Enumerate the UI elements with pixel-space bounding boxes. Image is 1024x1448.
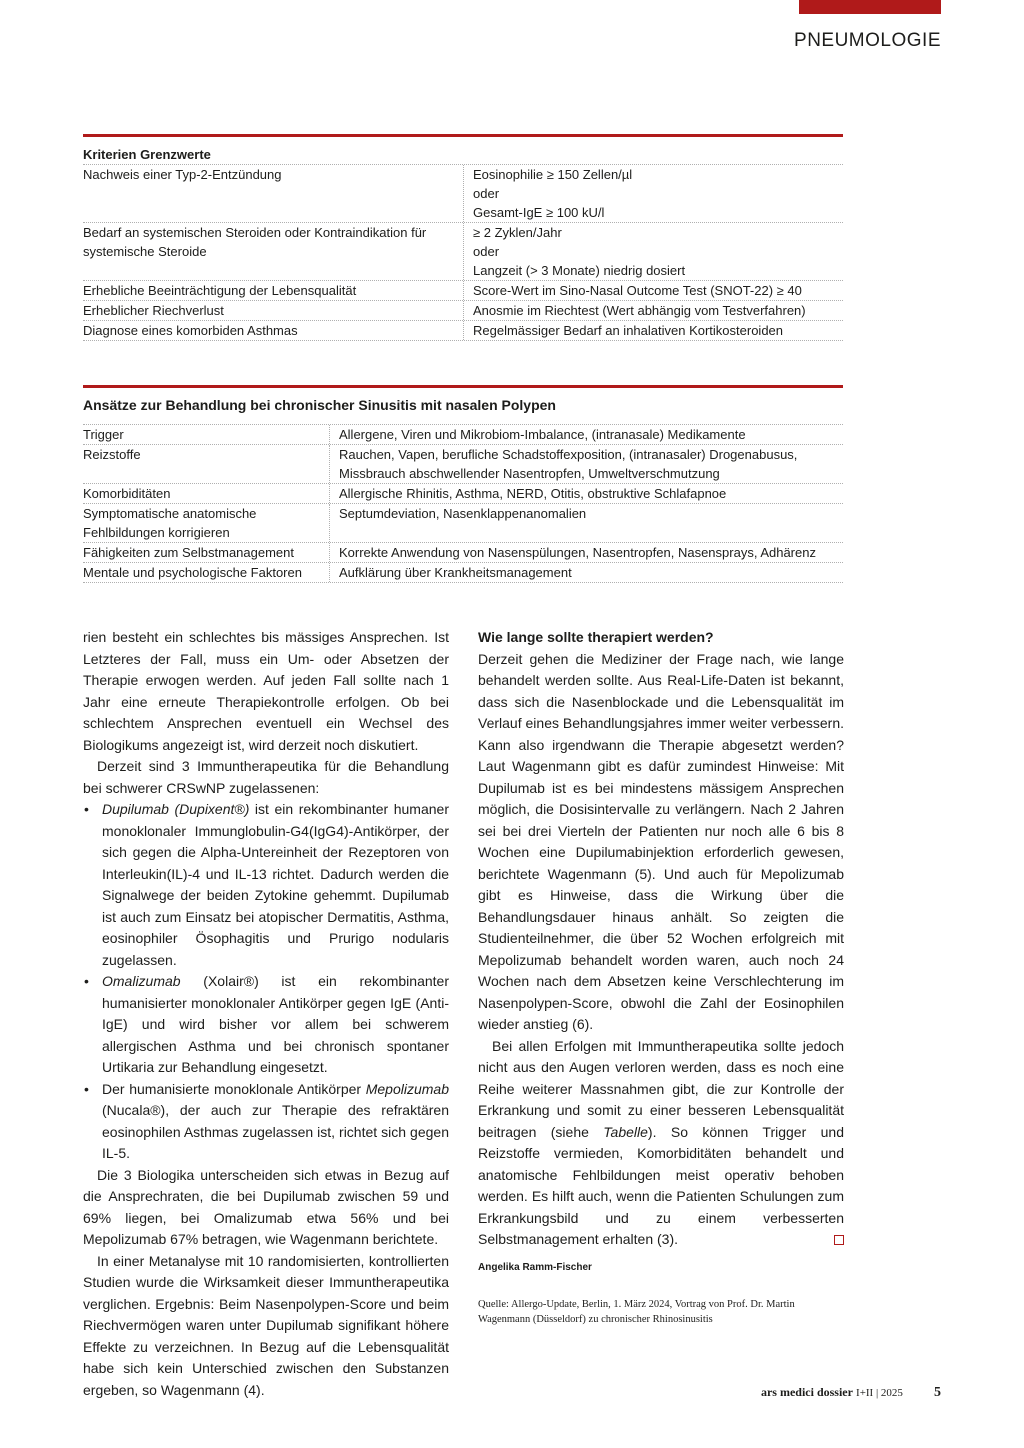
table-row: [83, 445, 843, 484]
list-item: [83, 971, 449, 1079]
top-accent-bar: [799, 0, 941, 14]
drug-name: Mepolizumab: [365, 1080, 449, 1097]
paragraph: Derzeit sind 3 Immuntherapeutika für die Behandlung bei schwerer CRSwNP zugelassenen:: [83, 758, 449, 796]
table-row: [83, 165, 843, 223]
list-item-text: Der humanisierte monoklonale Antikörper: [102, 1080, 366, 1097]
table-cell: Aufklärung über Krankheitsmanagement: [339, 565, 572, 580]
biologics-list: [83, 799, 449, 1165]
table-cell: Septumdeviation, Nasenklappenanomalien: [339, 506, 587, 521]
publication-name: ars medici dossier: [760, 1385, 853, 1399]
table-cell: [464, 165, 843, 222]
cell-line: oder: [473, 244, 500, 259]
source-note: Quelle: Allergo-Update, Berlin, 1. März 2024, Vortrag von Prof. Dr. Martin Wagenmann (Düsseldorf) zu chronischer Rhinosinusitis: [478, 1298, 795, 1325]
table-row: [83, 321, 843, 341]
treatment-table-title: Ansätze zur Behandlung bei chronischer Sinusitis mit nasalen Polypen: [83, 388, 843, 425]
table-cell: Nachweis einer Typ-2-Entzündung: [83, 165, 464, 222]
table-cell: Allergene, Viren und Mikrobiom-Imbalance, (intranasale) Medikamente: [339, 427, 746, 442]
cell-line: ≥ 2 Zyklen/Jahr: [473, 225, 562, 240]
section-heading: Wie lange sollte therapiert werden?: [478, 629, 714, 645]
table-cell: Trigger: [83, 425, 330, 444]
paragraph: rien besteht ein schlechtes bis mässiges Ansprechen. Ist Letzteres der Fall, muss ein Um- oder Absetzen der Therapie erwogen werden. Auf jeden Fall sollte nach 1 Jahr eine erneute Therapiekontrolle erfolgen. Ob bei schlechtem Ansprechen eventuell ein Wechsel des Biologikums angezeigt ist, wird derzeit noch diskutiert.: [83, 629, 449, 753]
table-row: [83, 301, 843, 321]
list-item-text: (Xolair®) ist ein rekombinanter humanisierter monoklonaler Antikörper gegen IgE (Anti-IgE) und wird bisher vor allem bei schwerem allergischen Asthma und bei chronisch spontaner Urtikaria zur Behandlung eingesetzt.: [102, 973, 449, 1075]
author: Angelika Ramm-Fischer: [478, 1261, 592, 1273]
cell-line: oder: [473, 186, 500, 201]
table-row: [83, 484, 843, 504]
drug-name: Omalizumab: [102, 973, 181, 989]
table-cell: Komorbiditäten: [83, 484, 330, 503]
list-item: [83, 1079, 449, 1165]
criteria-table-title: Kriterien Grenzwerte: [83, 137, 843, 165]
paragraph: Derzeit gehen die Mediziner der Frage nach, wie lange behandelt werden sollte. Aus Real-Life-Daten ist bekannt, dass sich die Nasenblockade und die Lebensqualität im Verlauf eines Behandlungsjahres immer weiter verbessern. Kann also irgendwann die Therapie abgesetzt werden? Laut Wagenmann gibt es dafür zumindest Hinweise: Mit Dupilumab ist es bei mindestens mässigem Ansprechen möglich, die Dosisintervalle zu verlängern. Nach 2 Jahren sei bei drei Vierteln der Patienten nur noch alle 6 bis 8 Wochen eine Dupilumabinjektion erforderlich gewesen, berichtete Wagenmann (5). Und auch für Mepolizumab gibt es Hinweise, dass die Wirkung über die Behandlungsdauer hinaus anhält. So zeigten die Studienteilnehmer, die über 52 Wochen erfolgreich mit Mepolizumab behandelt worden waren, auch noch 24 Wochen nach dem Absetzen keine Verschlechterung im Nasenpolypen-Score, obwohl die Zahl der Eosinophilen wieder anstieg (6).: [478, 650, 844, 1032]
paragraph: Die 3 Biologika unterscheiden sich etwas in Bezug auf die Ansprechraten, die bei Dupilumab zwischen 59 und 69% liegen, bei Omalizumab etwa 56% und bei Mepolizumab 67% betragen, wie Wagenmann berichtete.: [83, 1166, 449, 1247]
table-row: [83, 425, 843, 445]
left-column: [83, 627, 449, 1401]
footer: [761, 1385, 941, 1401]
paragraph: In einer Metanalyse mit 10 randomisierten, kontrollierten Studien wurde die Wirksamkeit dieser Immuntherapeutika verglichen. Ergebnis: Beim Nasenpolypen-Score und beim Riechvermögen waren unter Dupilumab signifikant höhere Effekte zu verzeichnen. In Bezug auf die Lebensqualität habe sich kein Unterschied zwischen den Substanzen ergeben, so Wagenmann (4).: [83, 1252, 449, 1398]
paragraph-text: Bei allen Erfolgen mit Immuntherapeutika sollte jedoch nicht aus den Augen verloren werden, dass es noch eine Reihe weiterer Massnahmen gibt, die zur Kontrolle der Erkrankung und somit zu einer besseren Lebensqualität beitragen (siehe: [478, 1037, 844, 1140]
table-cell: Symptomatische anatomische Fehlbildungen korrigieren: [83, 504, 330, 542]
table-row: [83, 281, 843, 301]
table-cell: Mentale und psychologische Faktoren: [83, 563, 330, 582]
table-cell: Diagnose eines komorbiden Asthmas: [83, 321, 464, 340]
drug-name: Dupilumab (Dupixent®): [102, 801, 250, 817]
treatment-table: [83, 385, 843, 583]
table-reference: Tabelle: [603, 1123, 648, 1140]
table-cell: Rauchen, Vapen, berufliche Schadstoffexposition, (intranasaler) Drogenabusus, Missbrauch abschwellender Nasentropfen, Umweltverschmutzung: [339, 447, 798, 481]
cell-line: Eosinophilie ≥ 150 Zellen/µl: [473, 167, 633, 182]
table-cell: Fähigkeiten zum Selbstmanagement: [83, 543, 330, 562]
paragraph-text: ). So können Trigger und Reizstoffe vermieden, Komorbiditäten behandelt und anatomische Fehlbildungen meist operativ behoben werden. Es hilft auch, wenn die Patienten Schulungen zum Erkrankungsbild und zu einem verbesserten Selbstmanagement erhalten (3).: [478, 1123, 844, 1247]
criteria-table: [83, 134, 843, 341]
end-mark-icon: [834, 1235, 844, 1245]
page-number: 5: [934, 1385, 941, 1400]
table-row: [83, 504, 843, 543]
cell-line: Gesamt-IgE ≥ 100 kU/l: [473, 205, 605, 220]
list-item: [83, 799, 449, 971]
table-cell: Erheblicher Riechverlust: [83, 301, 464, 320]
table-cell: Allergische Rhinitis, Asthma, NERD, Otitis, obstruktive Schlafapnoe: [339, 486, 727, 501]
table-row: [83, 563, 843, 583]
table-cell: Korrekte Anwendung von Nasenspülungen, Nasentropfen, Nasensprays, Adhärenz: [339, 545, 816, 560]
list-item-text: ist ein rekombinanter humaner monoklonaler Immunglobulin-G4(IgG4)-Antikörper, der sich gegen die Alpha-Untereinheit der Rezeptoren von Interleukin(IL)-4 und IL-13 richtet. Dadurch werden die Signalwege der beiden Zytokine gehemmt. Dupilumab ist auch zum Einsatz bei atopischer Dermatitis, Asthma, eosinophiler Ösophagitis und Prurigo nodularis zugelassen.: [102, 801, 449, 968]
table-cell: Reizstoffe: [83, 445, 330, 483]
table-cell: Anosmie im Riechtest (Wert abhängig vom Testverfahren): [473, 303, 806, 318]
issue-label: I+II | 2025: [856, 1387, 903, 1399]
paragraph: [478, 1036, 844, 1251]
table-cell: Bedarf an systemischen Steroiden oder Kontraindikation für systemische Steroide: [83, 223, 464, 280]
right-column: [478, 627, 844, 1327]
table-cell: Erhebliche Beeinträchtigung der Lebensqualität: [83, 281, 464, 300]
table-row: [83, 543, 843, 563]
cell-line: Langzeit (> 3 Monate) niedrig dosiert: [473, 263, 686, 278]
table-row: [83, 223, 843, 281]
table-cell: Regelmässiger Bedarf an inhalativen Kortikosteroiden: [473, 323, 784, 338]
table-cell: [464, 223, 843, 280]
list-item-text: (Nucala®), der auch zur Therapie des refraktären eosinophilen Asthmas zugelassen ist, richtet sich gegen IL-5.: [102, 1102, 449, 1161]
table-cell: Score-Wert im Sino-Nasal Outcome Test (SNOT-22) ≥ 40: [473, 283, 802, 298]
section-label: PNEUMOLOGIE: [794, 30, 941, 51]
